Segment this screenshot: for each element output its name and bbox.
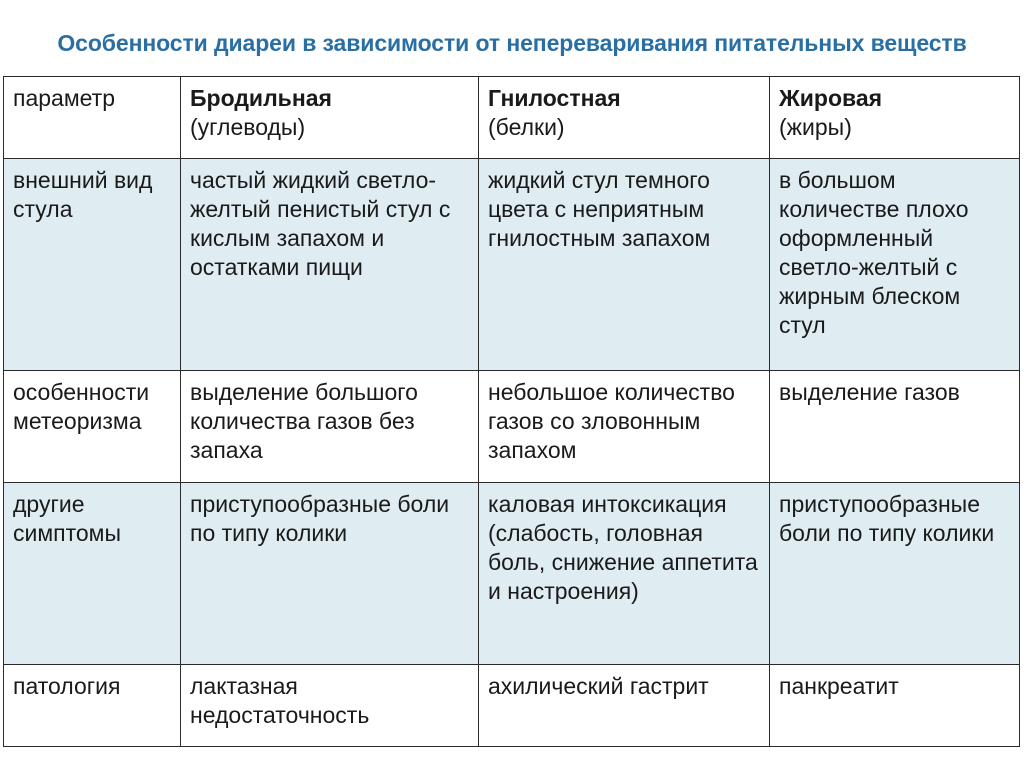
row-param-cell — [4, 483, 181, 665]
page-title: Особенности диареи в зависимости от непереваривания питательных веществ — [57, 30, 967, 56]
table-row-stool-appearance — [4, 159, 1020, 371]
header-cell-fatty — [770, 77, 1020, 159]
cell-text: выделение большого количества газов без запаха — [190, 379, 418, 463]
row-param-label: патология — [13, 673, 121, 699]
table-cell — [770, 371, 1020, 483]
row-param-cell — [4, 371, 181, 483]
diarrhea-table — [3, 76, 1020, 747]
table-cell — [479, 665, 770, 747]
header-fermentative-sub: (углеводы) — [190, 114, 306, 140]
table-cell — [181, 159, 479, 371]
cell-text: выделение газов — [779, 379, 960, 405]
table-cell — [479, 371, 770, 483]
cell-text: жидкий стул темного цвета с неприятным гнилостным запахом — [488, 167, 711, 251]
table-cell — [479, 483, 770, 665]
table-row-other-symptoms — [4, 483, 1020, 665]
cell-text: небольшое количество газов со зловонным запахом — [488, 379, 735, 463]
header-fatty-name: Жировая — [779, 85, 883, 111]
table-cell — [770, 483, 1020, 665]
cell-text: приступообразные боли по типу колики — [779, 491, 995, 546]
header-cell-putrefactive — [479, 77, 770, 159]
header-fatty-sub: (жиры) — [779, 114, 852, 140]
cell-text: ахилический гастрит — [488, 673, 709, 699]
row-param-label: другие симптомы — [13, 491, 122, 546]
cell-text: лактазная недостаточность — [190, 673, 370, 728]
cell-text: панкреатит — [779, 673, 899, 699]
cell-text: каловая интоксикация (слабость, головная боль, снижение аппетита и настроения) — [488, 491, 758, 604]
header-param-label: параметр — [13, 85, 115, 111]
row-param-label: внешний вид стула — [13, 167, 153, 222]
table-cell — [770, 665, 1020, 747]
header-cell-fermentative — [181, 77, 479, 159]
cell-text: частый жидкий светло-желтый пенистый стул с кислым запахом и остатками пищи — [190, 167, 451, 280]
table-cell — [181, 371, 479, 483]
table-cell — [181, 483, 479, 665]
header-putrefactive-name: Гнилостная — [488, 85, 621, 111]
table-row-flatulence — [4, 371, 1020, 483]
cell-text: в большом количестве плохо оформленный светло-желтый с жирным блеском стул — [779, 167, 969, 338]
row-param-cell — [4, 159, 181, 371]
row-param-label: особенности метеоризма — [13, 379, 150, 434]
header-param-cell — [4, 77, 181, 159]
table-row-pathology — [4, 665, 1020, 747]
header-fermentative-name: Бродильная — [190, 85, 332, 111]
table-cell — [181, 665, 479, 747]
row-param-cell — [4, 665, 181, 747]
table-cell — [770, 159, 1020, 371]
cell-text: приступообразные боли по типу колики — [190, 491, 450, 546]
header-putrefactive-sub: (белки) — [488, 114, 565, 140]
table-cell — [479, 159, 770, 371]
table-header-row — [4, 77, 1020, 159]
